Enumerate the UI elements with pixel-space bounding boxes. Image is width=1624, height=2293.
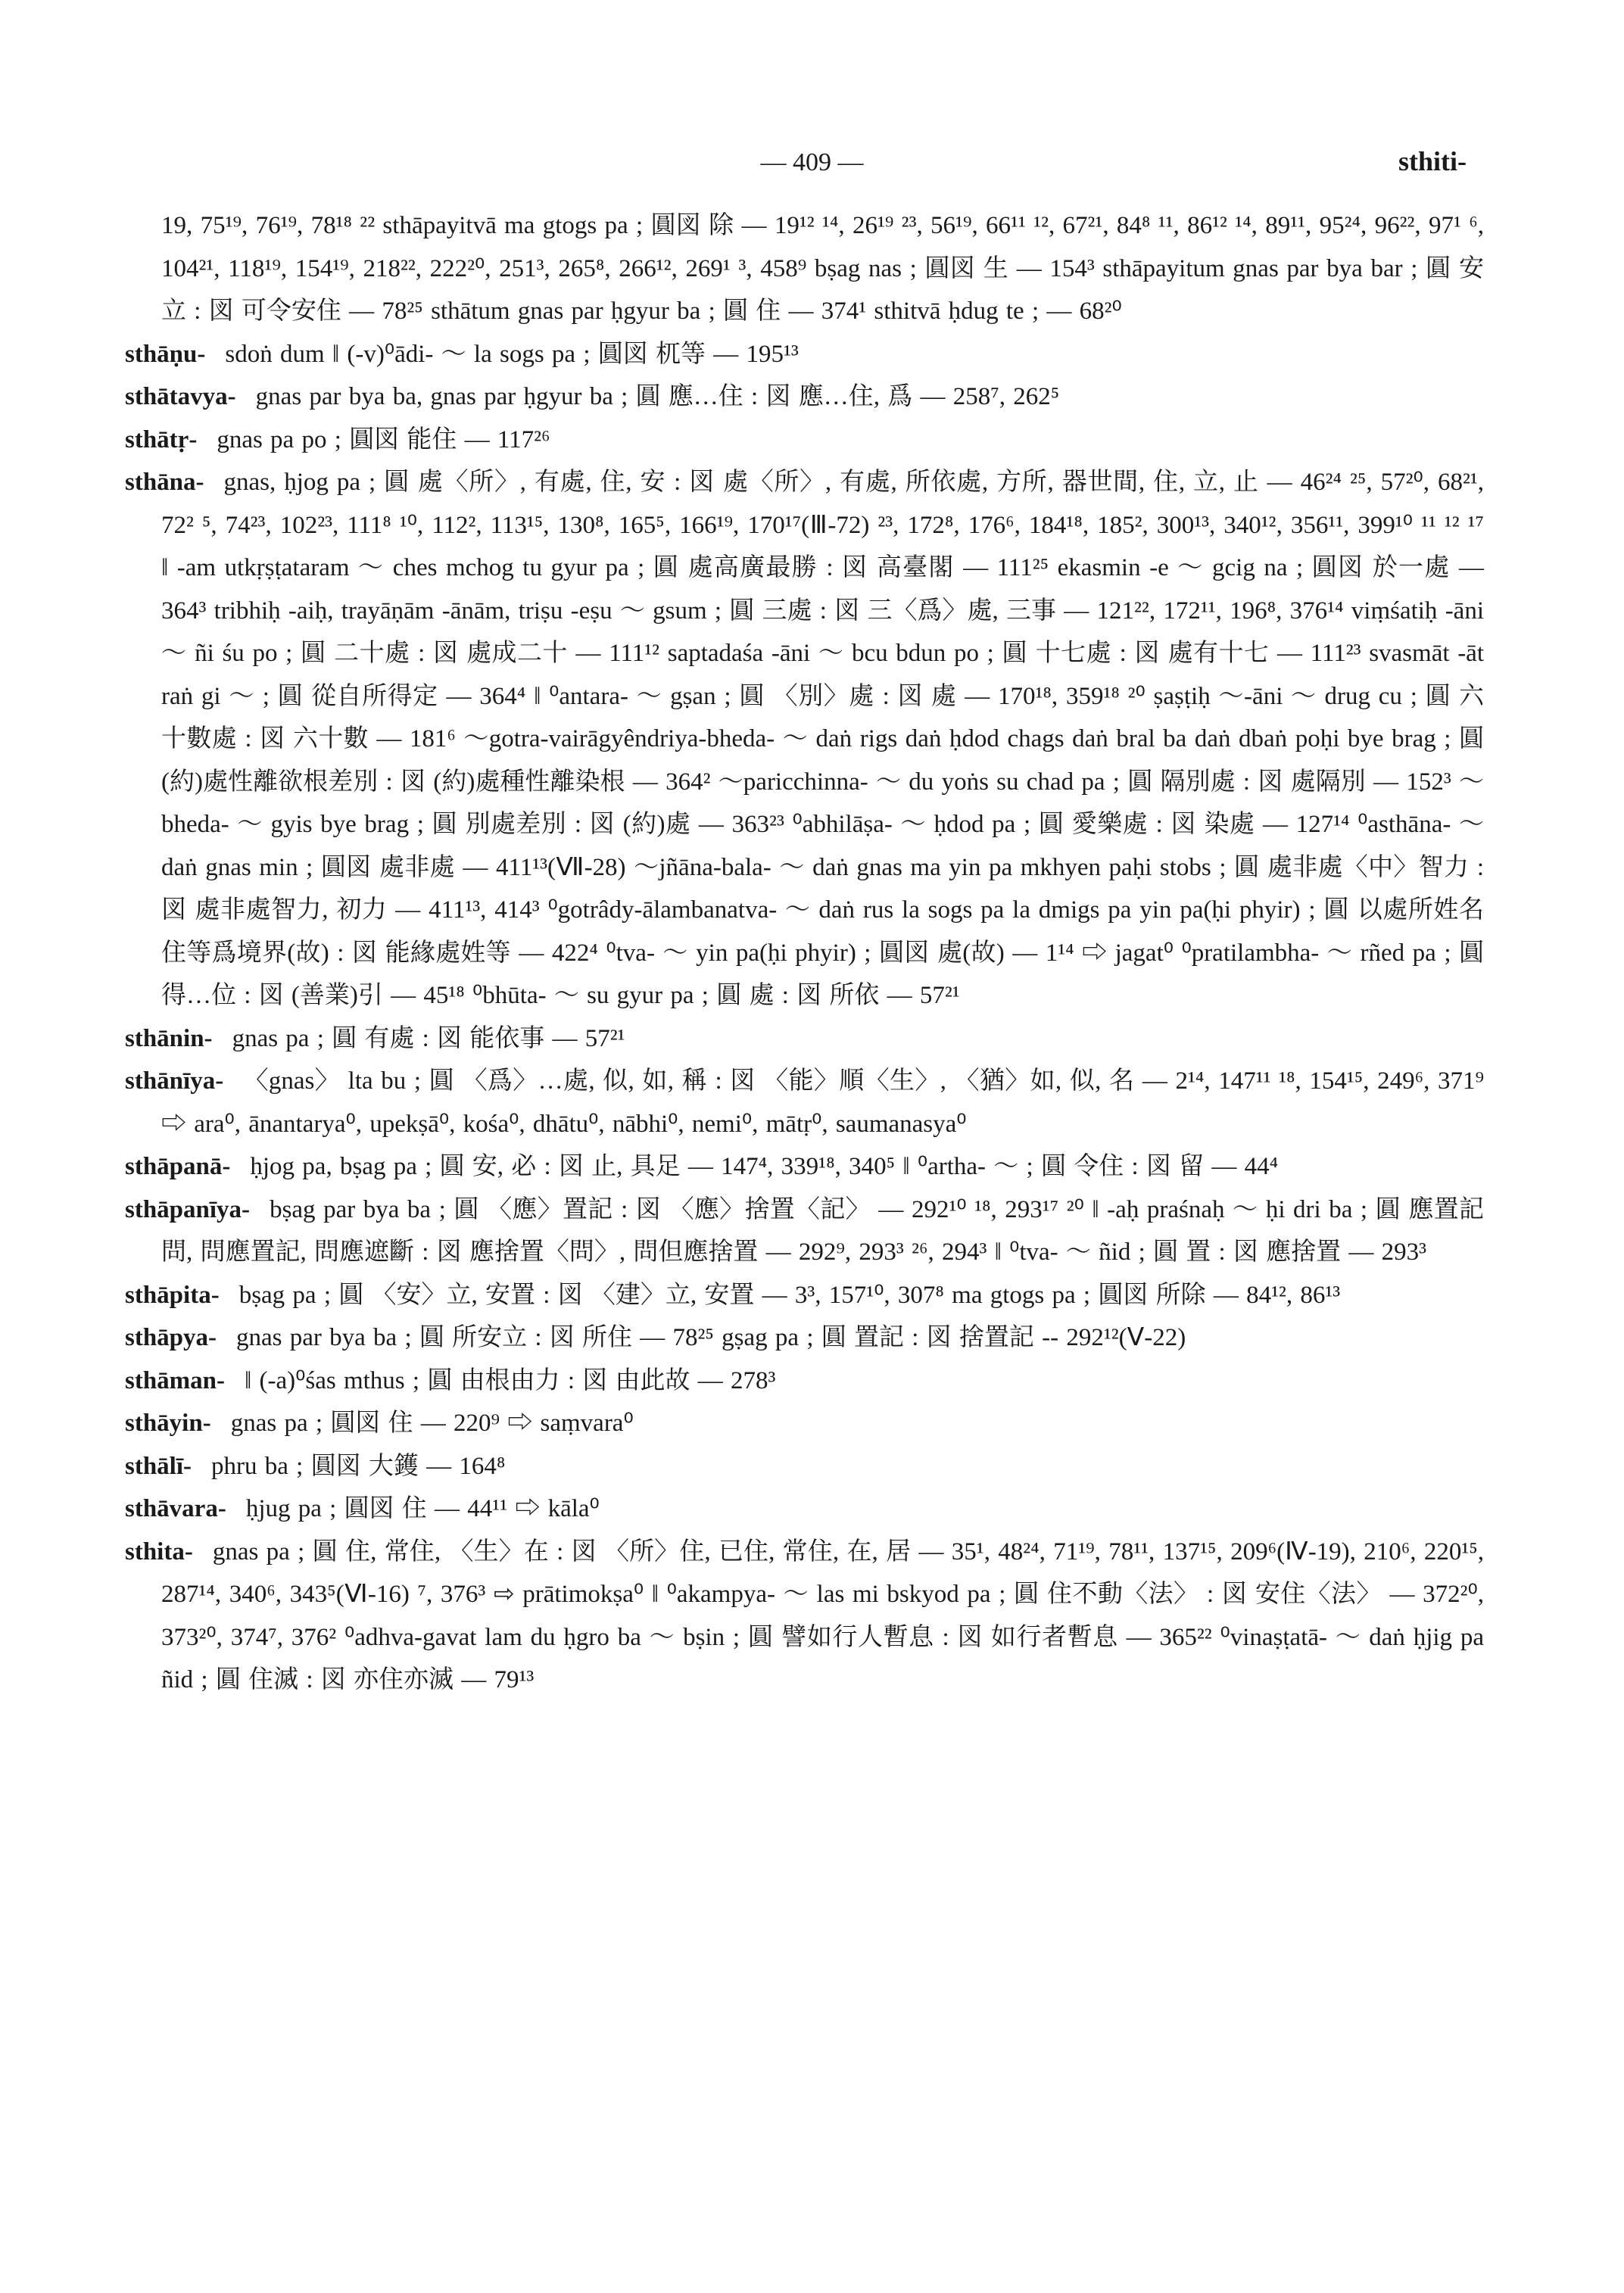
entry-headword: sthālī- [125,1452,192,1480]
entry-text: bṣag pa ; 圓 〈安〉立, 安置 : 図 〈建〉立, 安置 — 3³, 157¹⁰, 307⁸ ma gtogs pa ; 圓図 所除 — 84¹², 86¹³ [238,1281,1341,1309]
page-number: — 409 — [760,148,864,176]
dictionary-entry [125,1402,1484,1445]
entry-headword: sthāvara- [125,1495,226,1522]
entry-text: gnas pa ; 圓 住, 常住, 〈生〉在 : 図 〈所〉住, 已住, 常住, 在, 居 — 35¹, 48²⁴, 71¹⁹, 78¹¹, 137¹⁵, 209⁶(Ⅳ-19), 210⁶, 220¹⁵, 287¹⁴, 340⁶, 343⁵(Ⅵ-16) ⁷, 376³ ⇨ prātimokṣa⁰ ‖ ⁰akampya- ～ las mi bskyod pa ; 圓 住不動〈法〉 : 図 安住〈法〉 — 372²⁰, 373²⁰, 374⁷, 376² ⁰adhva-gavat lam du ḥgro ba ～ bṣin ; 圓 譬如行人暫息 : 図 如行者暫息 — 365²² ⁰vinaṣṭatā- ～ daṅ ḥjig pa ñid ; 圓 住滅 : 図 亦住亦滅 — 79¹³ [161,1537,1484,1693]
entry-headword: sthāna- [125,469,204,496]
dictionary-entry [125,1017,1484,1061]
entry-text: bṣag par bya ba ; 圓 〈應〉置記 : 図 〈應〉捨置〈記〉 — 292¹⁰ ¹⁸, 293¹⁷ ²⁰ ‖ -aḥ praśnaḥ ～ ḥi dri ba ; 圓 應置記問, 問應置記, 問應遮斷 : 図 應捨置〈問〉, 問但應捨置 — 292⁹, 293³ ²⁶, 294³ ‖ ⁰tva- ～ ñid ; 圓 置 : 図 應捨置 — 293³ [161,1195,1484,1266]
dictionary-entry [125,1274,1484,1317]
entry-headword: sthāpya- [125,1324,217,1351]
entry-text: ḥjug pa ; 圓図 住 — 44¹¹ ⇨ kāla⁰ [245,1495,600,1522]
dictionary-entry [125,461,1484,1017]
entry-text: ḥjog pa, bṣag pa ; 圓 安, 必 : 図 止, 具足 — 147⁴, 339¹⁸, 340⁵ ‖ ⁰artha- ～ ; 圓 令住 : 図 留 — 44⁴ [250,1153,1279,1180]
entry-headword: sthita- [125,1537,193,1566]
dictionary-entry [125,1445,1484,1488]
entry-text: gnas par bya ba, gnas par ḥgyur ba ; 圓 應…住 : 図 應…住, 爲 — 258⁷, 262⁵ [255,383,1060,410]
dictionary-entry [125,1189,1484,1274]
entry-headword: sthāpanīya- [125,1195,251,1223]
entry-headword: sthānīya- [125,1067,224,1095]
entry-headword: sthāpanā- [125,1153,231,1180]
entry-headword: sthātavya- [125,383,236,410]
entry-text: ‖ (-a)⁰śas mthus ; 圓 由根由力 : 図 由此故 — 278³ [245,1366,776,1394]
entry-list [125,204,1484,1702]
dictionary-entry [125,333,1484,376]
entry-headword: sthānin- [125,1024,213,1052]
entry-text: phru ba ; 圓図 大鑊 — 164⁸ [211,1452,506,1480]
dictionary-entry [125,419,1484,462]
dictionary-entry [125,1060,1484,1145]
entry-text: gnas, ḥjog pa ; 圓 處〈所〉, 有處, 住, 安 : 図 處〈所〉, 有處, 所依處, 方所, 器世間, 住, 立, 止 — 46²⁴ ²⁵, 57²⁰, 68²¹, 72² ⁵, 74²³, 102²³, 111⁸ ¹⁰, 112², 113¹⁵, 130⁸, 165⁵, 166¹⁹, 170¹⁷(Ⅲ-72) ²³, 172⁸, 176⁶, 184¹⁸, 185², 300¹³, 340¹², 356¹¹, 399¹⁰ ¹¹ ¹² ¹⁷ ‖ -am utkṛṣṭataram ～ ches mchog tu gyur pa ; 圓 處高廣最勝 : 図 高臺閣 — 111²⁵ ekasmin -e ～ gcig na ; 圓図 於一處 — 364³ tribhiḥ -aiḥ, trayāṇām -ānām, triṣu -eṣu ～ gsum ; 圓 三處 : 図 三〈爲〉處, 三事 — 121²², 172¹¹, 196⁸, 376¹⁴ viṃśatiḥ -āni ～ ñi śu po ; 圓 二十處 : 図 處成二十 — 111¹² saptadaśa -āni ～ bcu bdun po ; 圓 十七處 : 図 處有十七 — 111²³ svasmāt -āt raṅ gi ～ ; 圓 從自所得定 — 364⁴ ‖ ⁰antara- ～ gṣan ; 圓 〈別〉處 : 図 處 — 170¹⁸, 359¹⁸ ²⁰ ṣaṣṭiḥ ～-āni ～ drug cu ; 圓 六十數處 : 図 六十數 — 181⁶ ～gotra-vairāgyêndriya-bheda- ～ daṅ rigs daṅ ḥdod chags daṅ bral ba daṅ dbaṅ poḥi bye brag ; 圓 (約)處性離欲根差別 : 図 (約)處種性離染根 — 364² ～paricchinna- ～ du yoṅs su chad pa ; 圓 隔別處 : 図 處隔別 — 152³ ～bheda- ～ gyis bye brag ; 圓 別處差別 : 図 (約)處 — 363²³ ⁰abhilāṣa- ～ ḥdod pa ; 圓 愛樂處 : 図 染處 — 127¹⁴ ⁰asthāna- ～ daṅ gnas min ; 圓図 處非處 — 411¹³(Ⅶ-28) ～jñāna-bala- ～ daṅ gnas ma yin pa mkhyen paḥi stobs ; 圓 處非處〈中〉智力 : 図 處非處智力, 初力 — 411¹³, 414³ ⁰gotrâdy-ālambanatva- ～ daṅ rus la sogs pa la dmigs pa yin pa(ḥi phyir) ; 圓 以處所姓名住等爲境界(故) : 図 能緣處姓等 — 422⁴ ⁰tva- ～ yin pa(ḥi phyir) ; 圓図 處(故) — 1¹⁴ ⇨ jagat⁰ ⁰pratilambha- ～ rñed pa ; 圓 得…位 : 図 (善業)引 — 45¹⁸ ⁰bhūta- ～ su gyur pa ; 圓 處 : 図 所依 — 57²¹ [161,469,1484,1009]
entry-headword: sthāyin- [125,1410,211,1437]
running-head: sthiti- [1398,146,1467,176]
entry-text: 〈gnas〉 lta bu ; 圓 〈爲〉…處, 似, 如, 稱 : 図 〈能〉順〈生〉, 〈猶〉如, 似, 名 — 2¹⁴, 147¹¹ ¹⁸, 154¹⁵, 249⁶, 371⁹ ⇨ ara⁰, ānantarya⁰, upekṣā⁰, kośa⁰, dhātu⁰, nābhi⁰, nemi⁰, mātṛ⁰, saumanasya⁰ [161,1067,1484,1138]
dictionary-entry [125,1488,1484,1531]
dictionary-entry [125,375,1484,419]
entry-text: gnas pa po ; 圓図 能住 — 117²⁶ [217,425,550,453]
entry-headword: sthātṛ- [125,425,198,453]
entry-text: gnas pa ; 圓図 住 — 220⁹ ⇨ saṃvara⁰ [230,1410,634,1437]
entry-text: 19, 75¹⁹, 76¹⁹, 78¹⁸ ²² sthāpayitvā ma gtogs pa ; 圓図 除 — 19¹² ¹⁴, 26¹⁹ ²³, 56¹⁹, 66¹¹ ¹², 67²¹, 84⁸ ¹¹, 86¹² ¹⁴, 89¹¹, 95²⁴, 96²², 97¹ ⁶, 104²¹, 118¹⁹, 154¹⁹, 218²², 222²⁰, 251³, 265⁸, 266¹², 269¹ ³, 458⁹ bṣag nas ; 圓図 生 — 154³ sthāpayitum gnas par bya bar ; 圓 安立 : 図 可令安住 — 78²⁵ sthātum gnas par ḥgyur ba ; 圓 住 — 374¹ sthitvā ḥdug te ; — 68²⁰ [161,212,1484,325]
entry-headword: sthāman- [125,1366,226,1394]
entry-text: gnas pa ; 圓 有處 : 図 能依事 — 57²¹ [232,1024,625,1052]
dictionary-entry [125,1531,1484,1702]
entry-text: sdoṅ dum ‖ (-v)⁰ādi- ～ la sogs pa ; 圓図 杌等 — 195¹³ [225,340,799,368]
dictionary-entry [125,1145,1484,1189]
entry-headword: sthāṇu- [125,340,206,368]
dictionary-entry [125,1316,1484,1360]
entry-text: gnas par bya ba ; 圓 所安立 : 図 所住 — 78²⁵ gṣag pa ; 圓 置記 : 図 捨置記 -- 292¹²(Ⅴ-22) [236,1324,1186,1351]
dictionary-entry [125,1360,1484,1403]
dictionary-entry [125,204,1484,333]
entry-headword: sthāpita- [125,1281,220,1309]
